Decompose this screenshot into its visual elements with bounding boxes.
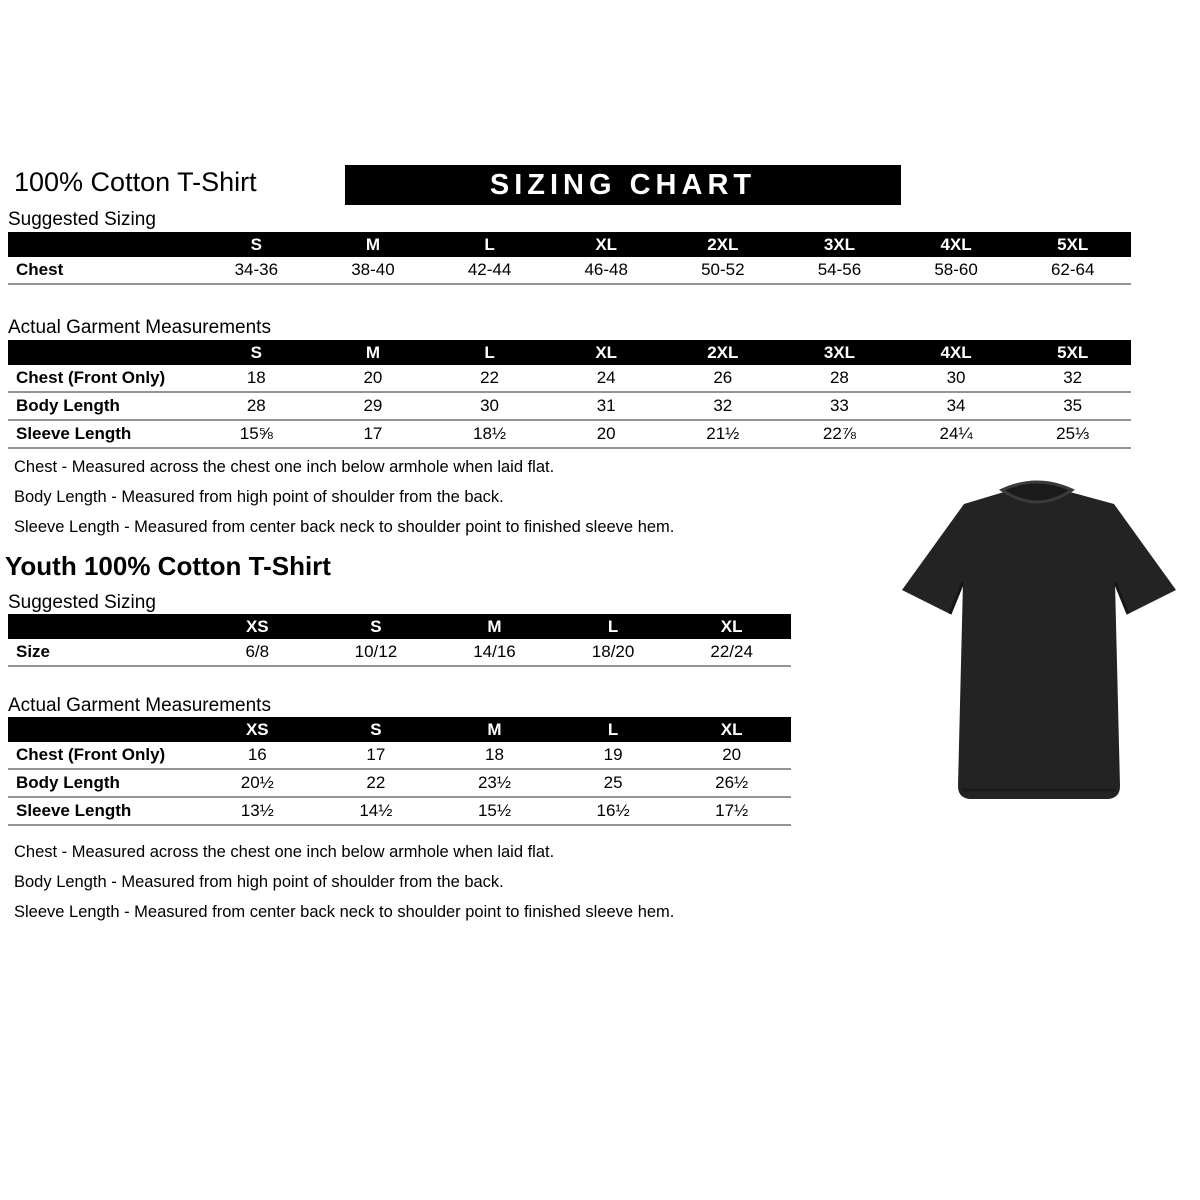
table-cell: 16 xyxy=(247,745,267,764)
table-cell: 17½ xyxy=(715,801,749,820)
table-cell: 34-36 xyxy=(234,260,279,279)
row-label: Sleeve Length xyxy=(16,801,132,820)
table-row xyxy=(8,421,1131,449)
column-header: S xyxy=(250,234,262,254)
youth-garment-measurements-label: Actual Garment Measurements xyxy=(8,695,271,716)
table-cell: 10/12 xyxy=(354,642,398,661)
table-cell: 58-60 xyxy=(934,260,978,279)
row-label: Chest xyxy=(16,260,64,279)
column-header: L xyxy=(607,616,619,636)
adult-notes xyxy=(14,458,674,548)
table-cell: 17 xyxy=(366,745,386,764)
table-header-row xyxy=(8,232,1131,257)
note-chest: Chest - Measured across the chest one inch below armhole when laid flat. xyxy=(14,843,555,861)
column-header: S xyxy=(250,342,262,362)
table-cell: 26 xyxy=(713,368,733,387)
table-cell: 20½ xyxy=(240,773,274,792)
column-header: S xyxy=(370,616,382,636)
table-cell: 14½ xyxy=(359,801,393,820)
table-cell: 30 xyxy=(946,368,966,387)
column-header: 4XL xyxy=(940,342,972,362)
column-header: M xyxy=(487,719,502,739)
youth-suggested-sizing-label: Suggested Sizing xyxy=(8,592,156,613)
black-tshirt-graphic xyxy=(882,468,1192,820)
table-row xyxy=(8,798,791,826)
table-row xyxy=(8,742,791,770)
youth-title: Youth 100% Cotton T-Shirt xyxy=(5,551,331,581)
column-header: S xyxy=(370,719,382,739)
column-header: XL xyxy=(720,616,743,636)
youth-notes xyxy=(14,843,674,933)
column-header: 2XL xyxy=(707,342,739,362)
table-cell: 13½ xyxy=(240,801,274,820)
row-label: Size xyxy=(16,642,51,661)
table-cell: 18 xyxy=(246,368,266,387)
column-header: 5XL xyxy=(1057,342,1089,362)
table-cell: 19 xyxy=(603,745,623,764)
column-header: XL xyxy=(595,342,618,362)
column-header: L xyxy=(607,719,619,739)
adult-suggested-sizing-table xyxy=(8,232,1131,285)
table-cell: 14/16 xyxy=(473,642,516,661)
column-header: M xyxy=(487,616,502,636)
table-cell: 30 xyxy=(480,396,500,415)
row-label: Body Length xyxy=(16,773,120,792)
column-header: 2XL xyxy=(707,234,739,254)
table-cell: 54-56 xyxy=(817,260,862,279)
adult-garment-measurements-label: Actual Garment Measurements xyxy=(8,317,271,338)
column-header: 3XL xyxy=(823,234,856,254)
row-label: Sleeve Length xyxy=(16,424,132,443)
table-cell: 24¼ xyxy=(939,424,973,443)
table-cell: 6/8 xyxy=(245,642,270,661)
table-cell: 20 xyxy=(363,368,383,387)
note-sleeve-length: Sleeve Length - Measured from center back neck to shoulder point to finished sleeve hem. xyxy=(14,518,675,536)
table-cell: 18 xyxy=(485,745,504,764)
table-cell: 33 xyxy=(829,396,849,415)
table-cell: 17 xyxy=(363,424,383,443)
note-chest: Chest - Measured across the chest one inch below armhole when laid flat. xyxy=(14,458,555,476)
column-header: 4XL xyxy=(940,234,972,254)
table-cell: 23½ xyxy=(477,773,512,792)
column-header: 3XL xyxy=(823,342,856,362)
table-cell: 42-44 xyxy=(467,260,512,279)
youth-suggested-sizing-table xyxy=(8,614,791,667)
table-row xyxy=(8,365,1131,393)
note-sleeve-length: Sleeve Length - Measured from center back neck to shoulder point to finished sleeve hem. xyxy=(14,903,675,921)
table-cell: 16½ xyxy=(596,801,630,820)
table-cell: 18½ xyxy=(473,424,507,443)
table-cell: 31 xyxy=(596,396,616,415)
table-row xyxy=(8,257,1131,285)
table-row xyxy=(8,770,791,798)
table-cell: 29 xyxy=(363,396,383,415)
adult-suggested-sizing-label: Suggested Sizing xyxy=(8,209,156,230)
table-cell: 22 xyxy=(366,773,386,792)
table-cell: 25 xyxy=(603,773,623,792)
column-header: XL xyxy=(720,719,743,739)
column-header: XS xyxy=(245,719,269,739)
table-cell: 25⅓ xyxy=(1056,424,1090,443)
note-body-length: Body Length - Measured from high point of shoulder from the back. xyxy=(14,873,504,891)
sizing-chart-banner: SIZING CHART xyxy=(345,165,901,205)
column-header: L xyxy=(484,342,495,362)
table-cell: 32 xyxy=(713,396,733,415)
table-cell: 18/20 xyxy=(591,642,635,661)
table-header-row xyxy=(8,717,791,742)
table-cell: 28 xyxy=(246,396,266,415)
table-cell: 15⅝ xyxy=(239,424,273,443)
page-title: 100% Cotton T-Shirt xyxy=(14,167,257,197)
youth-garment-measurements-table xyxy=(8,717,791,826)
table-row xyxy=(8,639,791,667)
table-cell: 22 xyxy=(480,368,500,387)
table-cell: 22/24 xyxy=(710,642,753,661)
table-cell: 24 xyxy=(596,368,616,387)
table-header-row xyxy=(8,614,791,639)
table-cell: 34 xyxy=(946,396,966,415)
column-header: 5XL xyxy=(1057,234,1089,254)
row-label: Chest (Front Only) xyxy=(16,745,166,764)
table-cell: 20 xyxy=(722,745,742,764)
table-row xyxy=(8,393,1131,421)
column-header: M xyxy=(365,234,381,254)
table-cell: 62-64 xyxy=(1050,260,1095,279)
tshirt-image xyxy=(882,468,1192,820)
table-header-row xyxy=(8,340,1131,365)
table-cell: 20 xyxy=(596,424,616,443)
table-cell: 21½ xyxy=(706,424,740,443)
column-header: XL xyxy=(595,234,618,254)
table-cell: 28 xyxy=(829,368,849,387)
table-cell: 35 xyxy=(1063,396,1083,415)
row-label: Chest (Front Only) xyxy=(16,368,166,387)
adult-garment-measurements-table xyxy=(8,340,1131,449)
note-body-length: Body Length - Measured from high point of shoulder from the back. xyxy=(14,488,504,506)
table-cell: 38-40 xyxy=(351,260,395,279)
column-header: XS xyxy=(245,616,269,636)
column-header: L xyxy=(484,234,495,254)
column-header: M xyxy=(365,342,381,362)
table-cell: 46-48 xyxy=(584,260,628,279)
table-cell: 32 xyxy=(1063,368,1083,387)
table-cell: 22⅞ xyxy=(822,424,856,443)
table-cell: 26½ xyxy=(715,773,749,792)
table-cell: 50-52 xyxy=(701,260,745,279)
table-cell: 15½ xyxy=(477,801,512,820)
row-label: Body Length xyxy=(16,396,120,415)
